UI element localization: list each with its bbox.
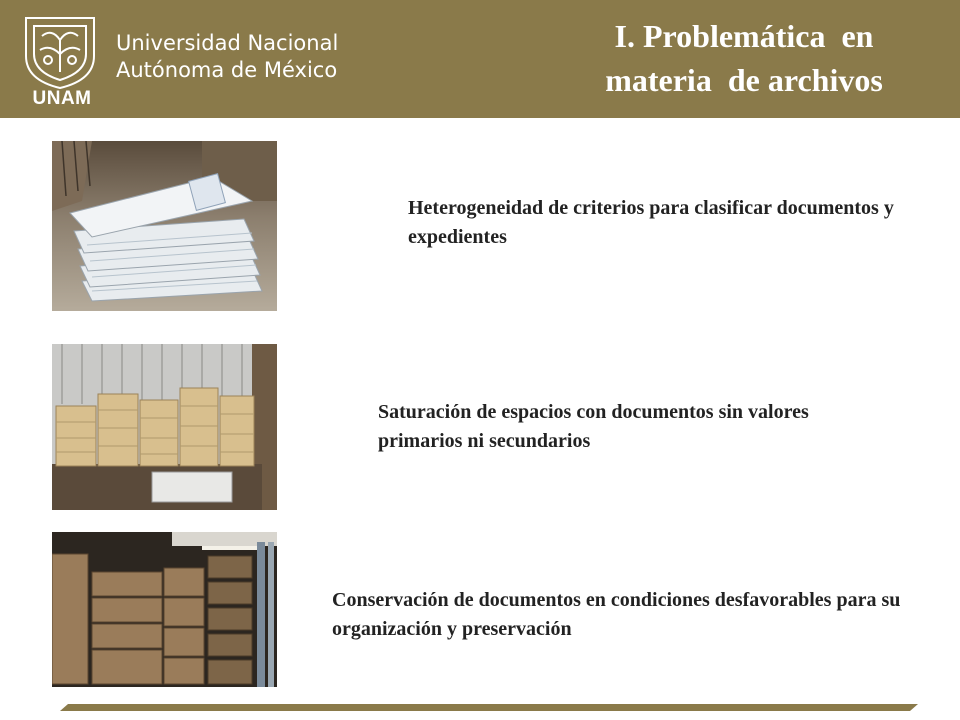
item-text-1: Heterogeneidad de criterios para clasificar documentos y expedientes (408, 197, 894, 248)
item-text-2: Saturación de espacios con documentos sin valores primarios ni secundarios (378, 401, 809, 452)
paper-stack-photo (52, 141, 277, 311)
logo-name-line2: Autónoma de México (116, 58, 338, 82)
logo-acronym: UNAM (32, 88, 92, 109)
title-line2: materia de archivos (605, 62, 883, 98)
logo-institution-name (116, 30, 338, 84)
logo-name-line1: Universidad Nacional (116, 31, 339, 55)
archive-shelves-photo (52, 532, 277, 687)
slide-title (566, 14, 922, 102)
title-line1: I. Problemática en (614, 18, 874, 54)
header-banner (0, 0, 960, 118)
bottom-accent-bar (60, 704, 918, 711)
unam-crest-icon (18, 10, 102, 92)
folder-stacks-photo (52, 344, 277, 510)
item-text-3: Conservación de documentos en condiciones desfavorables para su organización y preservación (332, 589, 901, 640)
